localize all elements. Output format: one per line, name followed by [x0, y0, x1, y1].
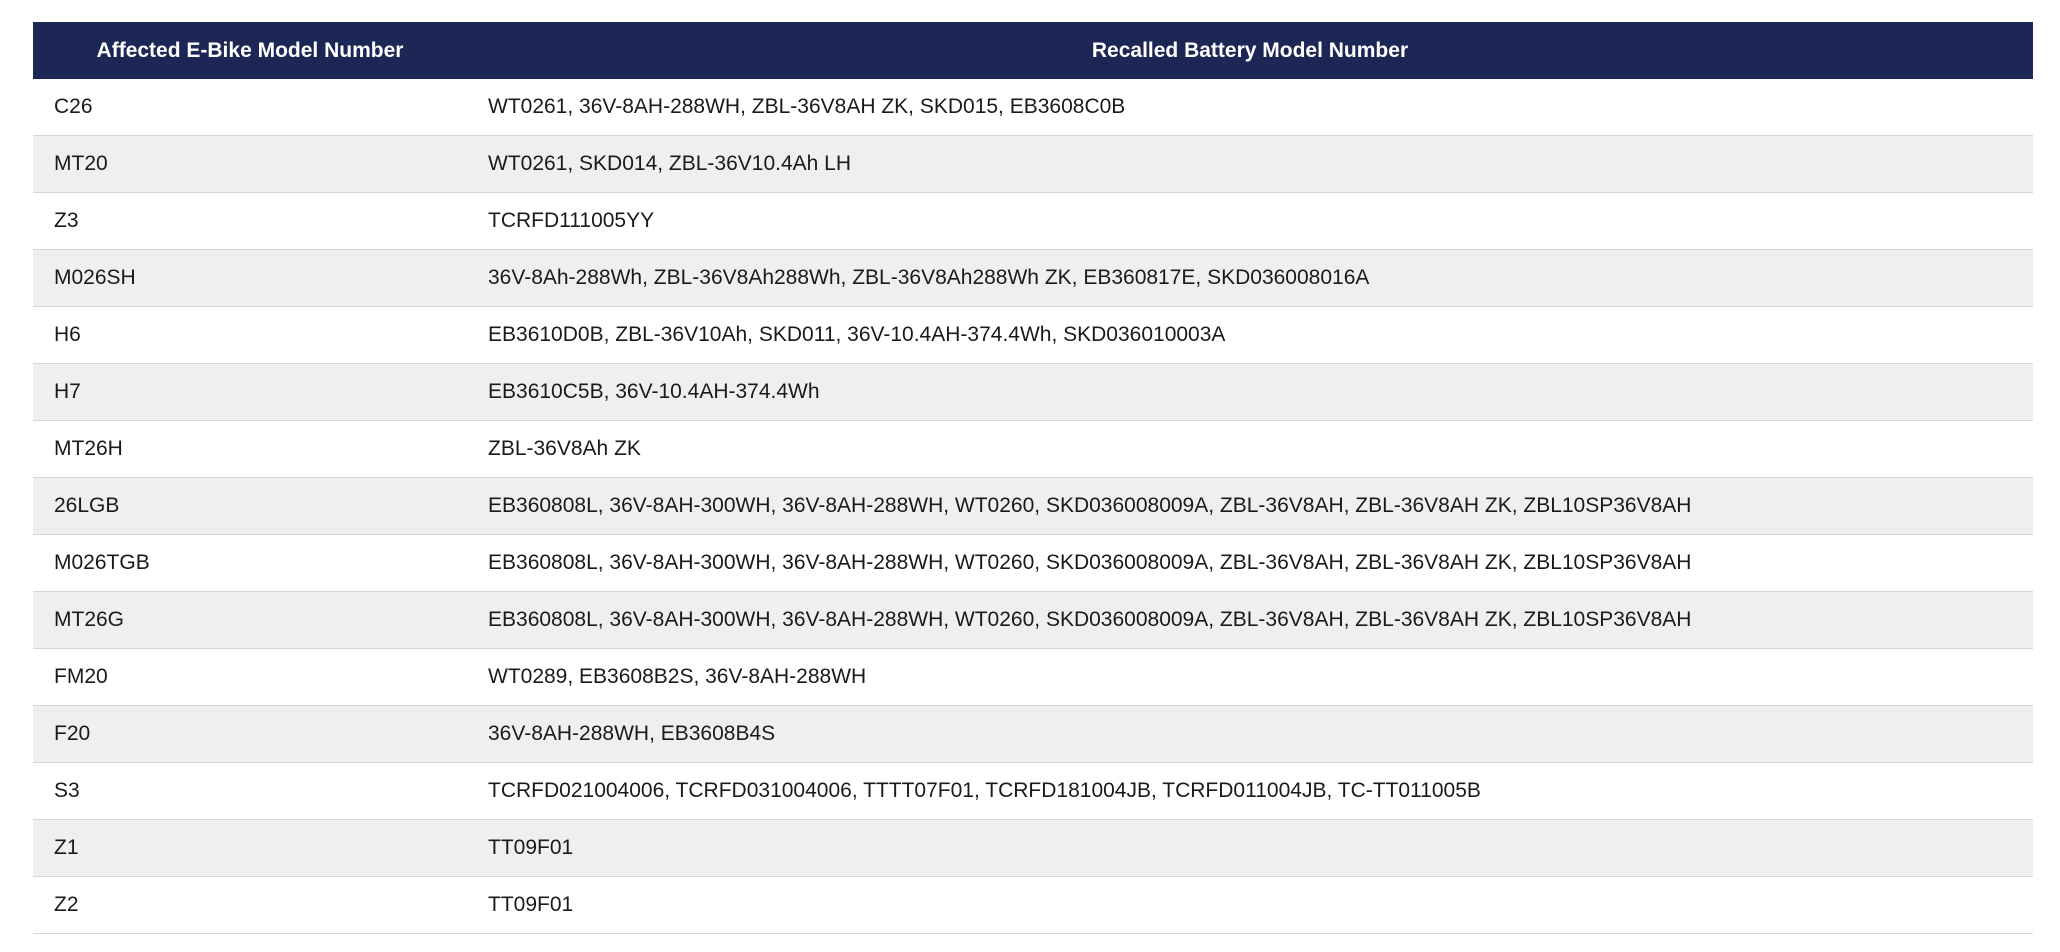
table-row [33, 478, 2033, 535]
table-row [33, 364, 2033, 421]
table-row [33, 649, 2033, 706]
table-row [33, 592, 2033, 649]
table-row [33, 421, 2033, 478]
ebike-model-cell: S3 [33, 763, 467, 820]
header-battery-model: Recalled Battery Model Number [467, 22, 2033, 79]
table-row [33, 706, 2033, 763]
table-row [33, 79, 2033, 136]
battery-model-cell: 36V-8Ah-288Wh, ZBL-36V8Ah288Wh, ZBL-36V8Ah288Wh ZK, EB360817E, SKD036008016A [467, 250, 2033, 307]
battery-model-cell: WT0261, 36V-8AH-288WH, ZBL-36V8AH ZK, SKD015, EB3608C0B [467, 79, 2033, 136]
battery-model-cell: EB360808L, 36V-8AH-300WH, 36V-8AH-288WH, WT0260, SKD036008009A, ZBL-36V8AH, ZBL-36V8AH ZK, ZBL10SP36V8AH [467, 478, 2033, 535]
table-row [33, 820, 2033, 877]
table-row [33, 307, 2033, 364]
battery-model-cell: EB360808L, 36V-8AH-300WH, 36V-8AH-288WH, WT0260, SKD036008009A, ZBL-36V8AH, ZBL-36V8AH ZK, ZBL10SP36V8AH [467, 592, 2033, 649]
ebike-model-cell: H6 [33, 307, 467, 364]
table-row [33, 250, 2033, 307]
header-row [33, 22, 2033, 79]
table-header [33, 22, 2033, 79]
battery-model-cell: EB3610C5B, 36V-10.4AH-374.4Wh [467, 364, 2033, 421]
ebike-model-cell: 26LGB [33, 478, 467, 535]
battery-model-cell: TCRFD021004006, TCRFD031004006, TTTT07F01, TCRFD181004JB, TCRFD011004JB, TC-TT011005B [467, 763, 2033, 820]
battery-model-cell: TT09F01 [467, 820, 2033, 877]
battery-model-cell: EB3610D0B, ZBL-36V10Ah, SKD011, 36V-10.4AH-374.4Wh, SKD036010003A [467, 307, 2033, 364]
recall-table [33, 22, 2033, 934]
ebike-model-cell: C26 [33, 79, 467, 136]
battery-model-cell: EB360808L, 36V-8AH-300WH, 36V-8AH-288WH, WT0260, SKD036008009A, ZBL-36V8AH, ZBL-36V8AH ZK, ZBL10SP36V8AH [467, 535, 2033, 592]
ebike-model-cell: Z3 [33, 193, 467, 250]
table-body [33, 79, 2033, 934]
ebike-model-cell: M026TGB [33, 535, 467, 592]
table-row [33, 877, 2033, 934]
battery-model-cell: WT0261, SKD014, ZBL-36V10.4Ah LH [467, 136, 2033, 193]
table-row [33, 136, 2033, 193]
ebike-model-cell: Z2 [33, 877, 467, 934]
ebike-model-cell: FM20 [33, 649, 467, 706]
battery-model-cell: 36V-8AH-288WH, EB3608B4S [467, 706, 2033, 763]
table-row [33, 763, 2033, 820]
table-row [33, 193, 2033, 250]
ebike-model-cell: MT26G [33, 592, 467, 649]
ebike-model-cell: Z1 [33, 820, 467, 877]
ebike-model-cell: M026SH [33, 250, 467, 307]
battery-model-cell: WT0289, EB3608B2S, 36V-8AH-288WH [467, 649, 2033, 706]
battery-model-cell: TT09F01 [467, 877, 2033, 934]
ebike-model-cell: H7 [33, 364, 467, 421]
ebike-model-cell: MT20 [33, 136, 467, 193]
battery-model-cell: ZBL-36V8Ah ZK [467, 421, 2033, 478]
battery-model-cell: TCRFD111005YY [467, 193, 2033, 250]
ebike-model-cell: MT26H [33, 421, 467, 478]
ebike-model-cell: F20 [33, 706, 467, 763]
header-ebike-model: Affected E-Bike Model Number [33, 22, 467, 79]
table-row [33, 535, 2033, 592]
